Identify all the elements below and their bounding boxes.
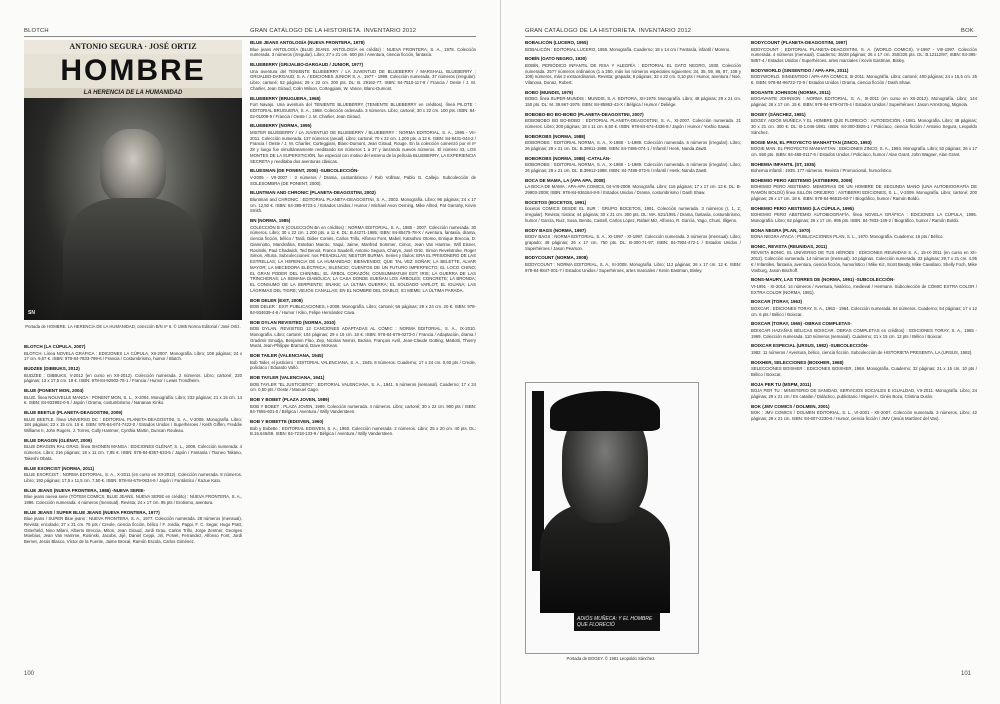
catalog-entry bbox=[525, 112, 741, 130]
entry-heading: BOHEMIO PERO ABSTEMIO (ASTIBERRI, 2009) bbox=[751, 177, 853, 183]
entry-heading: BODYCOUNT (PLANETA-DEAGOSTINI, 1997) bbox=[751, 40, 848, 45]
entry-text: Blue jeans nueva serie (TÓTEM COMICS. BLUE JEANS. NUEVA SERIE en crédito) : NUEVA FRONTERA, S. A., 1986. Colección numerada. 4 números (mensual). Revista; 24 x 17 cm. 95 pts / Erotismo, aventura. bbox=[24, 494, 242, 505]
entry-heading: BLUEBERRY (GRIJALBO-DARGAUD / JUNIOR, 1977) bbox=[250, 62, 364, 68]
running-head-title: GRAN CATÁLOGO DE LA HISTORIETA. INVENTARIO 2012 bbox=[525, 28, 692, 34]
catalog-entry bbox=[525, 156, 741, 174]
entry-heading: BLOTCH (LA CÚPULA, 2007) bbox=[24, 344, 86, 349]
page-number: 101 bbox=[961, 671, 972, 677]
running-head-left: BLOTCH bbox=[24, 28, 49, 34]
cover-illustration bbox=[24, 98, 242, 320]
entry-text: BOXCAR : EDICIONES TORAY, S. A., 1963 - 1964. Colección numerada. 64 números. Cuaderno; 64 páginas; 17 x 12 cm. 6 pts / Bélico / Boixcar. bbox=[751, 305, 977, 317]
entry-heading: BOIXHER, SELECCIONES (BOIXHER, 1968) bbox=[751, 359, 844, 365]
entry-text: BLUE. línea NOUVELLE MANGA : PONENT MON, S. L., X-2004. Monografía. Libro; 232 páginas; 21 x 15 cm. 14 €. ISBN: 84-933992-0-5 / Japón / Drama, costumbrismo / Nananan Kiriko. bbox=[24, 394, 242, 406]
entry-heading: BOB DYLAN REVISITED (NORMA, 2010) bbox=[250, 319, 336, 325]
catalog-entry bbox=[24, 438, 242, 462]
entry-heading: BOCETOS (BOCETOS, 1991) bbox=[525, 199, 587, 205]
catalog-entry bbox=[24, 366, 242, 384]
cover-subtitle: LA HERENCIA DE LA HUMANIDAD bbox=[24, 88, 242, 98]
entry-heading: BOBÍN (GATO NEGRO, 1930) bbox=[525, 56, 587, 62]
catalog-entry bbox=[250, 353, 476, 371]
entry-heading: BONA NEGRA (PLAN, 1970) bbox=[751, 227, 811, 233]
entry-text: BOB TAYLER "EL JUSTICIERO" : EDITORIAL VALENCIANA, S. A., 1941. 6 números (semanal). Cuaderno; 17 x 24 cm. 0,50 pts / Oeste / Manuel Gago. bbox=[250, 381, 476, 393]
catalog-entry bbox=[525, 56, 741, 86]
entry-text: BOB DYLAN. REVISITED 13 CANCIONES ADAPTADAS AL CÓMIC : NORMA EDITORIAL, S. A., IX-2010. Monografía. Libro; cartoné; 104 páginas; 29 x 19 cm. 18 €. ISBN: 978-84-679-0273-0 / Francia / Adaptación, drama / Gradimir Smudja, Benjamin Flao, Zep, Nicolas Nemiri, Bezian, François Avril, Jean-Claude Gotting, Mattotti, Thierry Murat, Jean-Philippe Bramanti, Dave McKean. bbox=[250, 326, 476, 349]
entry-text: BODY BAGS : NORMA EDITORIAL, S. A., XI-1997 - XI-1997. Colección numerada. 2 números (mensual). Libro; grapado; 48 páginas; 26 x 17 cm. 750 pts. DL: B-300-71-97; ISBN: 84-7904-472-1 / Estados Unidos / Superhéroes / Jason Pearson. bbox=[525, 234, 741, 251]
catalog-entry bbox=[525, 178, 741, 196]
entry-heading: BODYWORLD (SINSENTIDO / APA-APA, 2011) bbox=[751, 67, 849, 73]
entry-heading: BOB DELER (EXIT, 2008) bbox=[250, 297, 303, 303]
entry-text: Bob Tailer, el justiciero : EDITORIAL VALENCIANA, S. A., 1945. 8 números. Cuaderno; 17 x 24 cm. 0,60 pts / Creole, policíaco / Eduardo Vañó. bbox=[250, 359, 476, 371]
entry-text: V-2005 - VII-2007 : 3 números / Drama, costumbrismo / Rob Vollmar, Pablo G. Callejo. Subcolección de SOLESOMBRA (DE PONENT, 2000). bbox=[250, 174, 476, 186]
catalog-entry bbox=[751, 68, 977, 86]
entry-text: Bluntman and CHRONIC : EDITORIAL PLANETA-DEAGOSTINI, S. A., 2002. Monografía. Libro; 96 páginas; 24 x 17 cm. 12,50 €. ISBN: 84-395-9723-1 / Estados Unidos / Humor / Michael Avon Oeming, Mike Allred, Pat Garrahy, Kevin Smith. bbox=[250, 196, 476, 214]
entry-text: BLOTCH. Línea NOVELA GRÁFICA : EDICIONES LA CÚPULA, XII-2007. Monografía. Libro; 108 páginas; 24 x 17 cm. 9,57 €. ISBN: 978-84-7833-799-6 / Francia / Costumbrismo, humor / Blutch. bbox=[24, 350, 242, 362]
cover-authors: ANTONIO SEGURA · JOSÉ ORTIZ bbox=[24, 40, 242, 54]
entry-text: BODYCOUNT : NORMA EDITORIAL, S. A., III-2008. Monografía. Libro; 112 páginas; 26 x 17 cm. 12 €. ISBN: 978-84-9847-001-7 / Estados Unidos / Superhéroes, artes marciales / Kevin Eastman, Bisley. bbox=[525, 261, 741, 273]
entry-heading: BOB Y BOBETTE (EDISVEN, 1960) bbox=[250, 419, 324, 425]
entry-text: VI-1991 - XI-2014. 14 números / Aventura, histórico, medieval / Hermann. Subcolección de CÓMIC EXTRA COLOR / EXTRA COLOR (NORMA, 1981). bbox=[751, 283, 977, 295]
catalog-entry bbox=[751, 206, 977, 224]
entry-heading: BLUEBERRY (BRUGUERA, 1968) bbox=[250, 95, 321, 101]
catalog-entry bbox=[24, 388, 242, 406]
catalog-entry bbox=[751, 40, 977, 64]
catalog-entry bbox=[250, 40, 476, 58]
cover-caption: Portada de BOGEY. © 1981 Leopoldo Sánchez. bbox=[566, 656, 656, 661]
entry-text: BOBOBOBO BO BO-BOBO : EDITORIAL PLANETA-DEAGOSTINI, S. A., XI-2007. Colección numerada. 21 números. Libro; 200 páginas; 18 x 11 cm. 6,50 €. ISBN: 978-84-674-4436-8 / Japón / Humor / Yoshio Sawai. bbox=[525, 118, 741, 130]
cover-publisher-mark: SN bbox=[28, 310, 35, 316]
entry-text: BOGEY. ADIÓS MUÑECA Y EL HOMBRE QUE FLORECIÓ : AUTOEDICIÓN, I-1981. Monografía. Libro; 48 páginas; 30 x 21 cm. 300 €. DL: B-1.046-1981. ISBN: 84-300-3826-1 / Policíaco, ciencia ficción / Antonio Segura, Leopoldo Sánchez. bbox=[751, 118, 977, 135]
entry-heading: BLUE DRAGON (GLÉNAT, 2009) bbox=[24, 437, 92, 443]
entry-heading: BOBO (MUNDIS, 1979) bbox=[525, 89, 574, 95]
catalog-entry bbox=[751, 112, 977, 136]
entry-heading: BOXCAR (TORAY, 1965) -OBRAS COMPLETAS- bbox=[751, 321, 852, 327]
entry-heading: BONIC, REVISTA (REUNIDAS, 2011) bbox=[751, 243, 828, 249]
entry-text: BOBOROBS : EDITORIAL NORMA, S. A., X-1988 - 1-1989. Colección numerada. 6 números (irregular). Libro; 26 páginas; 29 x 21 cm. DL: B.39911-1988. ISBN: 84-7486-074-1 / Infantil / Henk, Nanda Zawtt. bbox=[525, 140, 741, 152]
catalog-entry bbox=[250, 320, 476, 350]
page-number: 100 bbox=[24, 671, 35, 677]
catalog-entry bbox=[250, 375, 476, 393]
catalog-entry bbox=[250, 218, 476, 294]
catalog-entry bbox=[525, 40, 741, 52]
entry-text: Blue jeans ANTOLOGÍA (BLUE JEANS. ANTOLOGÍA en crédito) : NUEVA FRONTERA, S. A., 1978. Colección numerada. 3 números (irregular). Libro; 27 x 21 cm. 600 pts / Aventura, ciencia ficción, fantasía. bbox=[250, 46, 476, 58]
catalog-entry bbox=[751, 244, 977, 274]
catalog-entry bbox=[525, 255, 741, 273]
entry-heading: BOHEMIO PERO ABSTEMIO (LA CÚPULA, 1995) bbox=[751, 205, 854, 211]
entry-text: BOJA PER TU : MINISTERIO DE SANIDAD, SERVICIOS SOCIALES E IGUALDAD, VII-2011. Monografía. Libro; 24 páginas; 29 x 21 cm / En catalán / Didáctico, publicitario / Miguel A. Ginés Boza, Cristina Durán. bbox=[751, 388, 977, 399]
entry-text: BOK : JMV COMICS / DOLMEN EDITORIAL, S. L., VI-2001 - XII-2007. Colección numerada. 3 números. Libro; 42 páginas; 29 x 21 cm. ISBN: 84-607-2230-9 / Humor, ciencia ficción / JMV (Jesús Martínez del Vas). bbox=[751, 410, 977, 422]
entry-heading: BOBOROBS (NORMA, 1988) -CATALÁN- bbox=[525, 155, 611, 161]
entry-text: BOGIE MAN. EL PROYECTO MANHATTAN : EDICIONES ZINCO, S. A., 1993. Monografía. Libro; 52 páginas; 26 x 17 cm. 550 pts. ISBN: 84-468-0117-5 / Estados Unidos / Policíaco, humor / Alan Grant, John Wagner, Alan Grant. bbox=[751, 146, 977, 157]
entry-heading: BLUESMAN (DE PONENT, 2005) -SUBCOLECCIÓN- bbox=[250, 168, 359, 174]
cover-text: ADIÓS MUÑECA: Y EL HOMBRE QUE FLORECIÓ bbox=[574, 613, 660, 631]
entry-heading: BLUE JEANS / SUPER BLUE JEANS (NUEVA FRONTERA, 1977) bbox=[24, 509, 160, 515]
cover-image-hombre bbox=[24, 40, 242, 320]
entry-heading: BLUE BEETLE (PLANETA-DEAGOSTINI, 2009) bbox=[24, 410, 123, 416]
entry-text: bocetos COMICS DESDE EL SUR : GRUPO BOCETOS, 1991. Colección numerada. 3 números (I, 1, 2; irregular). Revista; rústica; 44 páginas; 30 x 21 cm. 300 pts. DL: MA. 821/1991 / Drama, fantasía, costumbrismo, humor / García, Ruiz, Sosa, Benito, Castell, Carlos López, Rafael Miz, Alfonso, R. García, Yago, Chuni, Illigens. bbox=[525, 206, 741, 223]
entry-text: LA BOCA DE MAMA : APA-APA COMICS, 04-VIII-2008. Monografía. Libro; 116 páginas; 17 x 17 cm. 12 €. DL: B-29903-2008; ISBN: 978-84-936164-8-9 / Estados Unidos / Drama, costumbrismo / Dash Shaw. bbox=[525, 184, 741, 196]
entry-text: BOHEMIO PERO ABSTEMIO. MEMORIAS DE UN HOMBRE DE SEGUNDA MANO (UNA AUTOBIOGRAFÍA DE RAMÓN BOLDÚ) línea SILLÓN OREJERO : ASTIBERRI EDICIONES, S. L., V-2009. Monografía. Libro; cartoné; 200 páginas; 26 x 17 cm. 18 €. ISBN: 978-84-96815-93-7 / Biográfico, humor / Ramón Boldú. bbox=[751, 184, 977, 201]
header-rule bbox=[525, 36, 977, 37]
entry-heading: BOB Y BOBET (PLAZA JOVEN, 1989) bbox=[250, 397, 330, 403]
entry-text: Blue jeans / SUPER Blue jeans : NUEVA FRONTERA, S. A., 1977. Colección numerada. 28 números (mensual). Revista; encolado; 27 x 21 cm. 75 pts / Creole, ciencia ficción, bélico / F. Jordia, Pappi, F. C. Segar, Hugo Pratt, Osterheld, Nino Milani, Alberto Breccia, Miton, Jean Giraud, Jordi Grau, Carlos Trillo, Jorge Zentner, Georges Moebius, Jean Van Hamme, Rosinski, Jacobs, Jijé, Daniel Ceppi, Jiri, Poïvet, Ferrandez, Alfonso Font, Jordi Bernet, Jesús Blasco, Víctor de la Fuente, Jaime Brocal, Ramón Escola, Carlos Giménez. bbox=[24, 516, 242, 545]
entry-heading: BLUE JEANS ANTOLOGÍA (NUEVA FRONTERA, 1978) bbox=[250, 40, 365, 45]
entry-heading: BOHEMIA INFANTIL (ST, 1935) bbox=[751, 161, 816, 167]
right-page bbox=[500, 0, 1000, 704]
entry-heading: BN (NORMA, 1985) bbox=[250, 218, 291, 224]
entry-heading: BOXCAR (TORAY, 1963) bbox=[751, 299, 803, 305]
entry-text: BLUE EXORCIST : NORMA EDITORIAL, S. A., X-2011 (en curso en XII-2012). Colección numerada. 8 números. Libro; 192 páginas; 17,5 x 11,5 cm. 7,50 €. ISBN: 978-84-679-0634-9 / Japón / Fantástico / Kazue Kato. bbox=[24, 472, 242, 483]
catalog-entry bbox=[250, 62, 476, 92]
entry-heading: BODYCOUNT (NORMA, 2008) bbox=[525, 255, 588, 261]
entry-heading: BLUE JEANS (NUEVA FRONTERA, 1986) -NUEVA SERIE- bbox=[24, 487, 146, 493]
catalog-entry bbox=[24, 488, 242, 506]
entry-text: BOB DELER : EXIT PUBLICACIONES, I-2008. Monografía. Libro; cartoné; 56 páginas; 29 x 24 cm. 20 €. ISBN: 978-84-934639-4-6 / Humor / Kiko, Felipe Hernández Cava. bbox=[250, 304, 476, 315]
catalog-entry bbox=[525, 228, 741, 252]
entry-text: COLECCIÓN B N (COLECCIÓN Bn en créditos) : NORMA EDITORIAL, S. A., 1985 - 2007. Colección numerada. 30 números. Libro; 30 x 22 cm. 1.200 pts. a 11 €. DL: B.44271-1985; ISBN: 84-85475-78-X / Aventura, fantasía, drama, ciencia ficción, bélico / Tardi, Didier Comès, Carlos Trillo, Alfonso Font, Mabel, Katsuhiro Otomo, Enrique Breccia, D. Giamnotto, Mandrafina, Esteban Maroto, Yaqui, Jaime, Manfred Sommer, Cimoc, Jean Van Hamme, Will Eisner, Rosinski, Paul Chadwick, Ted Benoit, Franco Saudelli, Antonio Segura, Charyn, José Ortiz. Simon Revelstroke, Roger Simon, Altuna. Subcolecciones: nos PESADILLAS; NESTOR BURMA. Series y títulos: ERA EL PRISIONERO DE LAS ESTRELLAS; LA HERENCIA DE LA HUMANIDAD; BIENVENIDO; QUE TAL VEZ SOÑAR; LA BELETTE, ALVAR MAYOR; LA MECEDORA ELÉCTRICA; SILENCIO; CUENTOS DE UN FUTURO IMPERFECTO; EL LOCO CHINO; EL GRAN PODER DEL CHININEL; EL ÁRBOL CORAZÓN; CONSUMMATUM EST; IRIS; LA GUERRA DE LAS TRINCHERAS; LA SEMANA DIABÓLICA; LA CASA DONDE SUEÑAN LOS ÁRBOLES; CONCRETE; LA BRONDA; EL CONSUMO DE LA SERPIENTE; SNAKE; LA ÚLTIMA GUERRA; EL SOLDADO VARLOT; EL IGUANA; LAS LÁGRIMAS DEL TIGRE; VIEJOS CANALLAS; EN EL NOMBRE DEL DIABLO; ICI MEME; LA ÚLTIMA PARADA. bbox=[250, 224, 476, 293]
entry-text: Una aventura del TENIENTE BLUEBERRY / LA JUVENTUD DE BLUEBERRY / MARSHALL BLUEBERRY : GRIJALBO-DARGAUD, S. A. / EDICIONES JUNIOR S. A., 1977 - 1999. Colección numerada. 37 números (irregular). Libro; cartoné; 52 páginas; 29 x 22 cm. 200 pts. DL: B. 29162-77. ISBN: 84-7510-117-8 / Francia / Oeste / J. M. Charlier, Jean Giraud, Colin Wilson, Corteggiani, W. Vance, Blanc-Dumont. bbox=[250, 68, 476, 91]
cover-title: HOMBRE bbox=[24, 54, 242, 88]
catalog-entry bbox=[751, 178, 977, 202]
catalog-entry bbox=[24, 410, 242, 434]
catalog-entry bbox=[250, 96, 476, 120]
catalog-entry bbox=[525, 200, 741, 224]
catalog-entry bbox=[751, 299, 977, 317]
entry-text: BOHEMIO PERO ABSTEMIO AUTOBIOGRAFÍA. línea NOVELA GRÁFICA : EDICIONES LA CÚPULA, 1995. Monografía. Libro; 62 páginas; 26 x 17 cm. 995 pts. ISBN: 84-7833-149-2 / Biográfico, humor / Ramón Boldú. bbox=[751, 212, 977, 223]
catalog-entry bbox=[250, 419, 476, 437]
entry-text: BOBOROBS : EDITORIAL NORMA, S. A., X-1988 - 1-1989. Colección numerada. 6 números (irregular). Libro; 26 páginas; 29 x 21 cm. DL: B.39912-1988. ISBN: 84-7486-072-5 / Infantil / Henk, Nanda Zawtt. bbox=[525, 162, 741, 174]
catalog-entry bbox=[751, 404, 977, 422]
catalog-entry bbox=[24, 510, 242, 545]
entry-text: Bob y Bobette : EDITORIAL EDISVEN, S. A., 1960. Colección numerada. 2 números. Libro; 25 x 20 cm. 40 pts. DL: B.16.646/69. ISBN: 84-7218-133-9 / Bélgica / Aventura / Willy Vandersteen. bbox=[250, 425, 476, 437]
catalog-entry bbox=[751, 382, 977, 400]
entry-heading: BOCA DE MAMA, LA (APA APA, 2008) bbox=[525, 177, 606, 183]
catalog-entry bbox=[751, 90, 977, 108]
catalog-entry bbox=[250, 298, 476, 316]
entry-text: BODYCOUNT : EDITORIAL PLANETA-DEAGOSTINI, S. A. (WORLD COMICS), V-1997 - VIII-1997. Colección numerada. 4 números (mensual). Cuaderno; 36/28 páginas; 26 x 17 cm. 250/225 pts. DL: B.12112/97; ISBN: 84-395-5857-4 / Estados Unidos / Superhéroes, artes marciales / Kevin Eastman, Bisley. bbox=[751, 46, 977, 64]
entry-heading: BUDZEE (DIBBUKS, 2012) bbox=[24, 366, 80, 372]
column-right-2 bbox=[751, 40, 977, 664]
entry-text: REVISTA BONIC. EL UNIVERSO DE TUS HÉROES : EDICIONES REUNIDAS S. A., 15-IX-2011 (en curso en XII-2012). Colección numerada. 14 números (mensual). 10 páginas. Colección numerada. 32 páginas; 29,7 x 21 cm. 4,95 € / Infantiles, fantasía, aventura, ciencia ficción, humorístico / Mike Kiz, Scott Beatty, Mike Cavallaro, Shelly Foch, Mike Vosburg, Jason Bischoff. bbox=[751, 250, 977, 273]
column-left-1 bbox=[24, 344, 242, 664]
catalog-entry bbox=[24, 344, 242, 362]
catalog-entry bbox=[751, 140, 977, 158]
entry-text: BODYWORLD. SINSENTIDO / APA-APA COMICS, III-2011. Monografía. Libro; cartoné; 400 páginas; 24 x 15,5 cm. 25 €. ISBN: 978-84-96722-72-9 / Estados Unidos / Drama, ciencia ficción / Dash Shaw. bbox=[751, 74, 977, 86]
entry-text: BOBO. línea SUPER-MUNDIS : MUNDIS, S. A. EDITORA, XII-1979. Monografía. Libro; 48 páginas; 29 x 21 cm. 150 pts. DL: M. 39.967-1979. ISBN: 84-85863-43-X / Bélgica / Humor / Deliège. bbox=[525, 96, 741, 108]
entry-text: Bohemia infantil : 1935. 177 números. Revista / Promocional, humorístico. bbox=[751, 168, 893, 174]
entry-heading: BOGANTE JOHNSON (NORMA, 2011) bbox=[751, 89, 831, 95]
entry-text: BOB Y BOBET : PLAZA JOVEN, 1989. Colección numerada. 4 números. Libro; cartoné; 30 x 22 cm. 900 pts / ISBN: 84-7655-601-0 / Bélgica / Aventura / Willy Vandersteen. bbox=[250, 403, 476, 415]
entry-text: BOIXCAR HAZAÑAS BÉLICAS BOIXCAR. OBRAS COMPLETAS en créditos) : EDICIONES TORAY, S. A., 1965 - 1969. Colección numerada. 110 números (semanal). Cuaderno; 21 x 15 cm. 12 pts / Bélico / Boixcar. bbox=[751, 327, 977, 339]
entry-text: BOBÍN, PERIÓDICO INFANTIL DE RISA Y ALEGRÍA : EDITORIAL EL GATO NEGRO, 1930. Colección numerada. 25?? números ordinarios (1 a 250, más los números especiales siguientes: 34, 35, 59, 86, 87, 108 y 109) números, más 2 extraordinarios. Revista; grapada; 8 páginas; 32 x 22 cm. 0,10 pts / Humor, aventura / Noé, Vilanova, Donaz, Robert. bbox=[525, 62, 741, 86]
catalog-entry bbox=[250, 123, 476, 164]
entry-heading: BOB TAYLER (VALENCIANA, 1941) bbox=[250, 375, 325, 381]
entry-heading: BLUE (PONENT MON, 2004) bbox=[24, 388, 84, 394]
entry-heading: BOJA PER TU (MSPM, 2011) bbox=[751, 381, 812, 387]
entry-heading: BOIXCAR ESPECIAL (URSUS, 1982) -SUBCOLECCIÓN- bbox=[751, 343, 869, 349]
header-rule bbox=[24, 36, 476, 37]
catalog-entry bbox=[525, 90, 741, 108]
catalog-entry bbox=[250, 168, 476, 186]
entry-heading: BODY BAGS (NORMA, 1997) bbox=[525, 227, 586, 233]
catalog-entry bbox=[525, 134, 741, 152]
column-right-1 bbox=[525, 40, 741, 374]
entry-text: MISTER BLUEBERRY / LA JUVENTUD DE BLUEBERRY / BLUEBERRY : NORMA EDITORIAL, S. A., 1995 - VII-2011. Colección numerada. 137 números (anual). Libro; cartoné; 70 x 22 cm. 1.200 pts. a 12 €. ISBN: 84-8431-044-2 / Francia / Oeste / J. M. Charlier, Corteggiani, Blanc-Dumont, Jean Giraud. Rouge. En la colección comenzó por el nº 28 y luego fue simultáneamente reeditando los números 1 a 37 y lanzando nuevos números. El número 43, LOS MONTES DE LA SUPERSTICIÓN, fue especial con motivo del estreno de la película BLUEBERRY, LA EXPERIENCIA SECRETA y reeditaba dos aventuras clásicas. bbox=[250, 129, 476, 164]
column-left-2 bbox=[250, 40, 476, 664]
entry-text: BONA NEGRA ATACA : PUBLICACIONES PLAN, S. L., 1970. Monografía. Cuaderno; 16 pts / Bélico. bbox=[751, 234, 944, 240]
catalog-entry bbox=[751, 277, 977, 295]
catalog-entry bbox=[751, 228, 977, 240]
entry-text: 1982. 11 números / Aventura, bélico, ciencia ficción. Subcolección de HISTORIETA PRESENTA, LA (URSUS, 1982). bbox=[751, 349, 973, 355]
catalog-entry bbox=[751, 162, 977, 174]
entry-heading: BOBOBO-BO BO-BOBO (PLANETA-DEAGOSTINI, 2007) bbox=[525, 111, 644, 117]
cover-caption: Portada de HOMBRE. LA HERENCIA DE LA HUMANIDAD, colección B/N nº 6. © 1985 Norma Editorial / José Ortiz. bbox=[25, 324, 241, 329]
entry-heading: BOBOROBS (NORMA, 1988) bbox=[525, 133, 586, 139]
entry-text: BOGAVANTE JOHNSON : NORMA EDITORIAL, S. A., III-2011 (en curso en XII-2012). Monografía. Libro; 144 páginas; 26 x 17 cm. 15 €. ISBN: 978-84-679-0475-4 / Estados Unidos / Superhéroes / Jason Armstrong, Mignola. bbox=[751, 96, 977, 108]
entry-text: SELECCIONES BOIXHER : EDICIONES BOIXHER, 1968. Monografía. Cuaderno; 32 páginas; 21 x 15 cm. 10 pts / Bélico / Boixcar. bbox=[751, 366, 977, 377]
catalog-entry bbox=[751, 321, 977, 339]
entry-text: BUDZEE : DIBBUKS, V-2012 (en curso en XII-2012). Colección numerada. 2 números. Libro; cartoné; 220 páginas; 13 x 17,5 cm. 19 €. ISBN: 978-84-92902-78-1 / Francia / Humor / Lewis Trondheim. bbox=[24, 372, 242, 384]
running-head-title: GRAN CATÁLOGO DE LA HISTORIETA. INVENTARIO 2012 bbox=[250, 28, 417, 34]
catalog-entry bbox=[250, 397, 476, 415]
entry-heading: BONS-MAURY, LAS TORRES DE (NORMA, 1991) -SUBCOLECCIÓN- bbox=[751, 277, 895, 283]
catalog-entry bbox=[24, 466, 242, 484]
entry-text: Fort Navajo. Una aventura del TENIENTE BLUEBERRY (TENIENTE BLUEBERRY en créditos). línea PILOTE : EDITORIAL BRUGUERA, S. A., 1968. Colección ordenada. 3 números. Libro; cartoné; 30 x 22 cm. 100 pts. ISBN: 84-02-01008-9 / Francia / Oeste / J. M. Charlier, Jean Giraud. bbox=[250, 102, 476, 119]
cover-image-bogey bbox=[525, 382, 699, 654]
entry-text: BLUE BEETLE. línea UNIVERSO DC : EDITORIAL PLANETA-DEAGOSTINI, S. A., V-2009. Monografía. Libro; 184 páginas; 23 x 15 cm. 15 €. ISBN: 978-84-674-7422-0 / Estados Unidos / Superhéroes / Keith Giffen, Freddie Williams II, John Rogers, J. Torres, Cully Hammer, Cynthia Martin, Duncan Rouleau. bbox=[24, 416, 242, 434]
catalog-entry bbox=[250, 190, 476, 214]
entry-text: BLUE DRAGON RAL GRAD. línea SHONEN MANGA : EDICIONES GLÉNAT, S. L., 2009. Colección numerada. 4 números. Libro; 216 páginas; 18 x 11 cm. 7,95 €. ISBN: 978-84-8357-633-5 / Japón / Fantasía / Tsuneo Takano, Takeshi Obata. bbox=[24, 444, 242, 461]
running-head-right: BOK bbox=[961, 28, 974, 34]
entry-heading: BOGIE MAN, EL PROYECTO MANHATTAN (ZINCO, 1993) bbox=[751, 139, 872, 145]
entry-heading: BLUE EXORCIST (NORMA, 2011) bbox=[24, 465, 95, 471]
entry-heading: BOGEY (SÁNCHEZ, 1981) bbox=[751, 111, 806, 117]
catalog-entry bbox=[751, 360, 977, 378]
entry-heading: BOBALICÓN (LUCERO, 1955) bbox=[525, 40, 589, 45]
entry-heading: BOB TAILER (VALENCIANA, 1945) bbox=[250, 353, 324, 359]
entry-heading: BLUNTMAN AND CHRONIC (PLANETA-DEAGOSTINI, 2002) bbox=[250, 190, 376, 196]
catalog-entry bbox=[751, 343, 977, 355]
entry-text: BOBALICÓN : EDITORIAL LUCERO, 1955. Monografía. Cuaderno; 18 x 14 cm / Fantasía, infantil / Moreno. bbox=[525, 46, 731, 52]
entry-heading: BOK (JMV COMICS / DOLMEN, 2001) bbox=[751, 403, 830, 409]
entry-heading: BLUEBERRY (NORMA, 1995) bbox=[250, 123, 312, 129]
